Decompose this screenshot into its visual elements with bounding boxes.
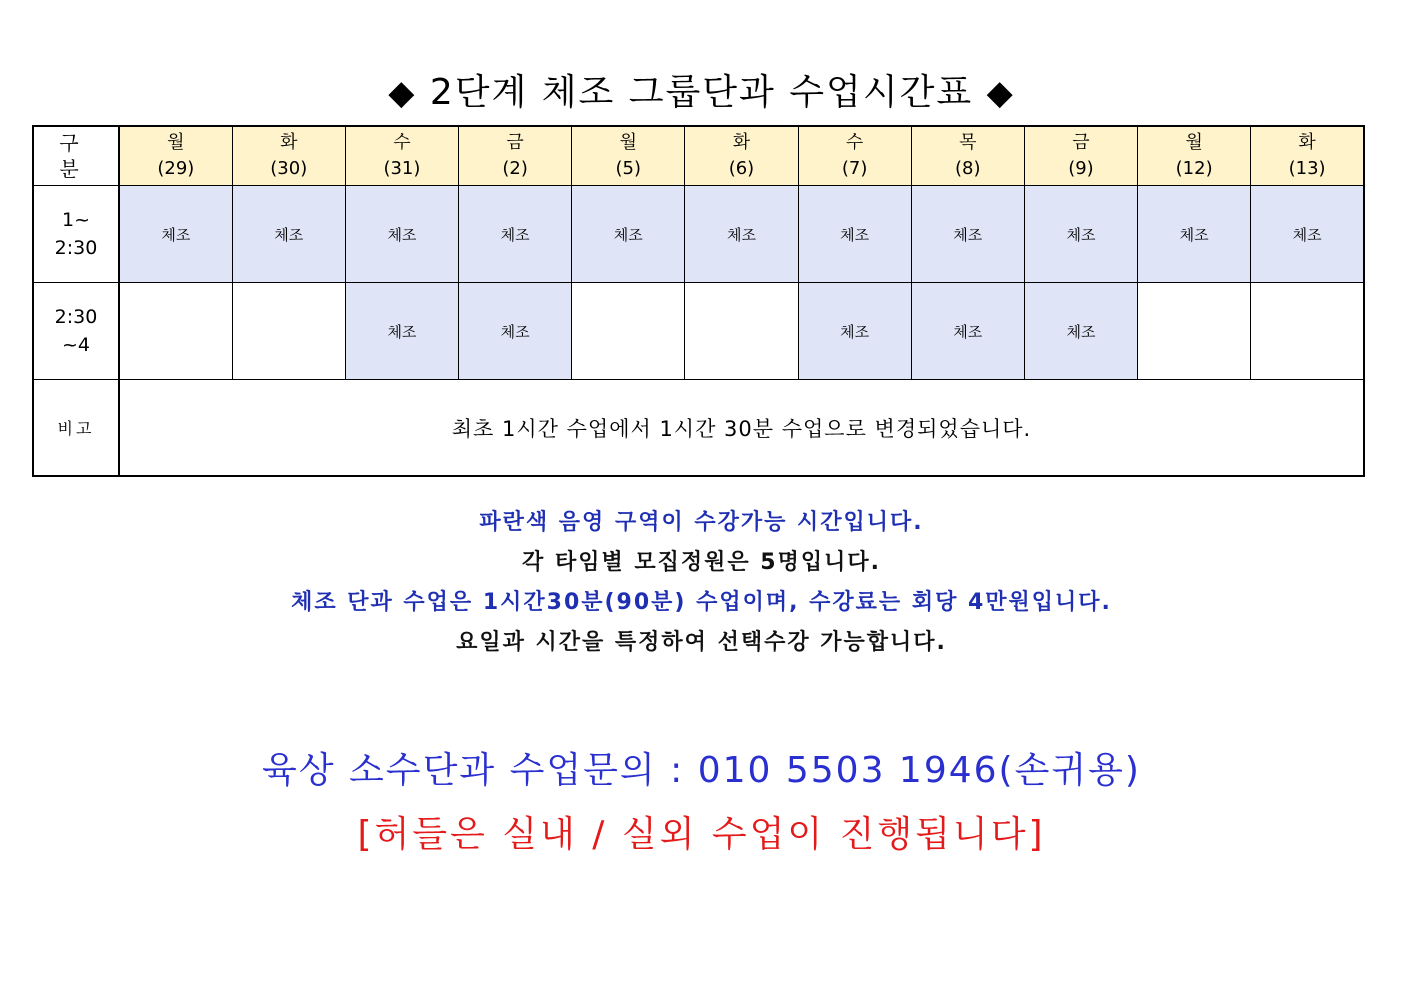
- day-header: [345, 126, 458, 186]
- time-slot-label: 2:30 ~4: [33, 283, 119, 380]
- class-cell-available: 체조: [119, 186, 232, 283]
- corner-label: 구 분: [33, 126, 119, 186]
- day-name: 수: [393, 132, 411, 153]
- class-cell-available: 체조: [798, 283, 911, 380]
- day-name: 월: [1185, 132, 1203, 153]
- note-line: 체조 단과 수업은 1시간30분(90분) 수업이며, 수강료는 회당 4만원입니다.: [291, 590, 1112, 615]
- class-cell-available: 체조: [1138, 186, 1251, 283]
- class-cell-empty: [1251, 283, 1364, 380]
- day-name: 월: [619, 132, 637, 153]
- day-name: 월: [167, 132, 185, 153]
- day-name: 화: [1298, 132, 1316, 153]
- title-text: 2단계 체조 그룹단과 수업시간표: [429, 72, 974, 113]
- notes-block: [0, 506, 1403, 666]
- day-name: 금: [506, 132, 524, 153]
- class-cell-empty: [119, 283, 232, 380]
- class-cell-available: 체조: [572, 186, 685, 283]
- class-cell-empty: [572, 283, 685, 380]
- day-header: [1138, 126, 1251, 186]
- schedule-table: [32, 125, 1365, 477]
- class-cell-empty: [1138, 283, 1251, 380]
- time-slot-row: [33, 186, 1364, 283]
- day-name: 화: [280, 132, 298, 153]
- day-date: (13): [1288, 158, 1326, 179]
- day-date: (31): [383, 158, 421, 179]
- class-cell-available: 체조: [911, 186, 1024, 283]
- day-date: (30): [270, 158, 308, 179]
- class-cell-available: 체조: [345, 283, 458, 380]
- class-cell-available: 체조: [345, 186, 458, 283]
- day-name: 수: [845, 132, 864, 153]
- day-date: (2): [502, 158, 528, 179]
- day-header: [685, 126, 798, 186]
- class-cell-available: 체조: [1251, 186, 1364, 283]
- table-header-row: [33, 126, 1364, 186]
- note-line: 요일과 시간을 특정하여 선택수강 가능합니다.: [456, 630, 947, 655]
- class-cell-available: 체조: [685, 186, 798, 283]
- hurdle-notice: [허들은 실내 / 실외 수업이 진행됩니다]: [357, 814, 1046, 855]
- time-slot-row: [33, 283, 1364, 380]
- day-date: (6): [728, 158, 755, 179]
- class-cell-available: 체조: [459, 283, 572, 380]
- time-slot-label: 1~ 2:30: [33, 186, 119, 283]
- class-cell-empty: [685, 283, 798, 380]
- day-header: [459, 126, 572, 186]
- class-cell-available: 체조: [459, 186, 572, 283]
- class-cell-available: 체조: [1024, 283, 1137, 380]
- remark-row: [33, 380, 1364, 477]
- diamond-icon: ◆: [388, 73, 417, 113]
- class-cell-available: 체조: [232, 186, 345, 283]
- remark-label: 비고: [33, 380, 119, 477]
- day-header: [911, 126, 1024, 186]
- contact-info: 육상 소수단과 수업문의 : 010 5503 1946(손귀용): [262, 750, 1141, 791]
- note-line: 각 타임별 모집정원은 5명입니다.: [522, 550, 881, 575]
- day-header: [798, 126, 911, 186]
- diamond-icon: ◆: [986, 73, 1015, 113]
- class-cell-available: 체조: [911, 283, 1024, 380]
- page-title: [0, 64, 1403, 115]
- day-name: 화: [732, 132, 751, 153]
- class-cell-available: 체조: [798, 186, 911, 283]
- remark-text: 최초 1시간 수업에서 1시간 30분 수업으로 변경되었습니다.: [119, 380, 1364, 477]
- class-cell-available: 체조: [1024, 186, 1137, 283]
- day-header: [1024, 126, 1137, 186]
- day-header: [232, 126, 345, 186]
- class-cell-empty: [232, 283, 345, 380]
- day-header: [119, 126, 232, 186]
- day-name: 금: [1072, 132, 1090, 153]
- day-header: [572, 126, 685, 186]
- day-header: [1251, 126, 1364, 186]
- day-date: (8): [955, 158, 981, 179]
- day-name: 목: [959, 132, 977, 153]
- note-line: 파란색 음영 구역이 수강가능 시간입니다.: [479, 510, 924, 535]
- day-date: (12): [1175, 158, 1213, 179]
- day-date: (9): [1068, 158, 1094, 179]
- day-date: (5): [615, 158, 642, 179]
- day-date: (29): [157, 158, 195, 179]
- day-date: (7): [841, 158, 868, 179]
